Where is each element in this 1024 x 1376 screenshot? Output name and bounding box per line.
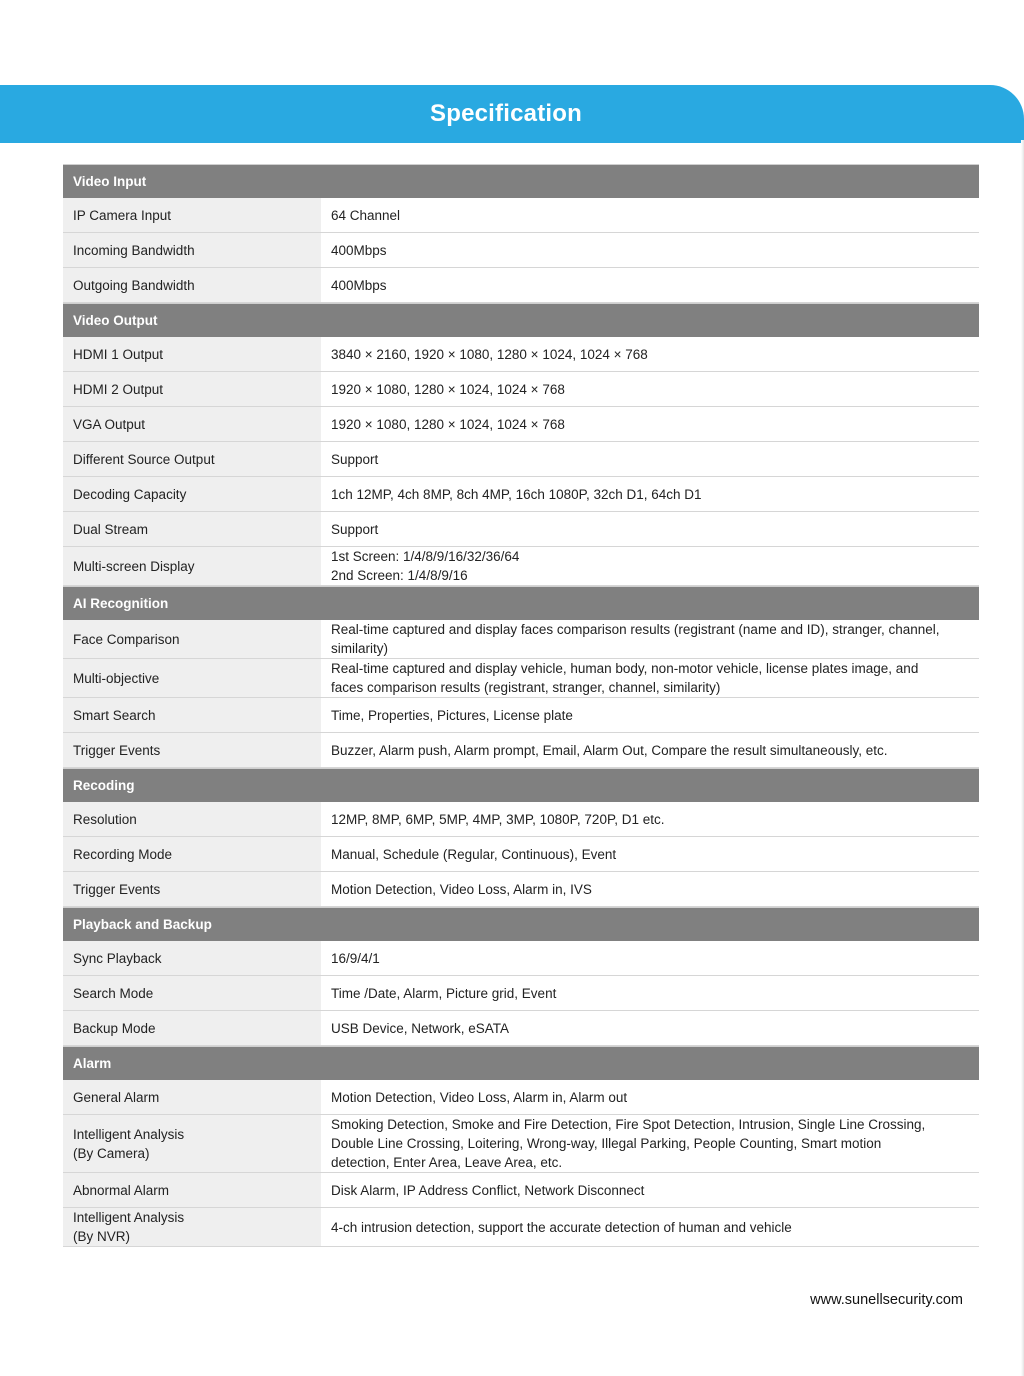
table-row bbox=[63, 620, 979, 659]
spec-value: 400Mbps bbox=[331, 242, 387, 258]
table-row bbox=[63, 547, 979, 586]
spec-label: Smart Search bbox=[63, 698, 321, 732]
section-header-video-input: Video Input bbox=[63, 164, 979, 198]
spec-value: 1920 × 1080, 1280 × 1024, 1024 × 768 bbox=[331, 416, 565, 432]
table-row bbox=[63, 1011, 979, 1046]
spec-label: Intelligent Analysis (By NVR) bbox=[63, 1208, 321, 1246]
table-row bbox=[63, 1173, 979, 1208]
spec-value: Smoking Detection, Smoke and Fire Detection, Fire Spot Detection, Intrusion, Single Line Crossing, Double Line Crossing, Loitering, Wrong-way, Illegal Parking, People Counting, Smart motion detection, Enter Area, Leave Area, etc. bbox=[331, 1117, 926, 1170]
table-row bbox=[63, 837, 979, 872]
table-row bbox=[63, 802, 979, 837]
spec-value: Real-time captured and display faces comparison results (registrant (name and ID), stranger, channel, similarity) bbox=[331, 622, 940, 656]
spec-value: 64 Channel bbox=[331, 207, 401, 223]
section-header-recording: Recoding bbox=[63, 768, 979, 802]
table-row bbox=[63, 872, 979, 907]
spec-value: Time, Properties, Pictures, License plate bbox=[331, 707, 573, 723]
spec-label: Resolution bbox=[63, 802, 321, 836]
spec-value: 1ch 12MP, 4ch 8MP, 8ch 4MP, 16ch 1080P, 32ch D1, 64ch D1 bbox=[331, 486, 702, 502]
table-row bbox=[63, 941, 979, 976]
spec-label: Intelligent Analysis (By Camera) bbox=[63, 1115, 321, 1172]
section-header-alarm: Alarm bbox=[63, 1046, 979, 1080]
spec-label: Backup Mode bbox=[63, 1011, 321, 1045]
spec-value: Support bbox=[331, 521, 379, 537]
section-header-playback-backup: Playback and Backup bbox=[63, 907, 979, 941]
table-row bbox=[63, 233, 979, 268]
spec-label: Different Source Output bbox=[63, 442, 321, 476]
section-header-ai-recognition: AI Recognition bbox=[63, 586, 979, 620]
table-row bbox=[63, 1208, 979, 1247]
spec-label: VGA Output bbox=[63, 407, 321, 441]
spec-label: Abnormal Alarm bbox=[63, 1173, 321, 1207]
spec-label: Outgoing Bandwidth bbox=[63, 268, 321, 302]
spec-value: Buzzer, Alarm push, Alarm prompt, Email, Alarm Out, Compare the result simultaneously, etc. bbox=[331, 742, 888, 758]
spec-label: General Alarm bbox=[63, 1080, 321, 1114]
spec-label: Face Comparison bbox=[63, 620, 321, 658]
spec-label: Dual Stream bbox=[63, 512, 321, 546]
spec-label: Recording Mode bbox=[63, 837, 321, 871]
spec-label: IP Camera Input bbox=[63, 198, 321, 232]
spec-value: Support bbox=[331, 451, 379, 467]
table-row bbox=[63, 268, 979, 303]
spec-value: Disk Alarm, IP Address Conflict, Network Disconnect bbox=[331, 1182, 645, 1198]
spec-label: Decoding Capacity bbox=[63, 477, 321, 511]
spec-value: Manual, Schedule (Regular, Continuous), Event bbox=[331, 846, 617, 862]
table-row bbox=[63, 1115, 979, 1173]
spec-label: Incoming Bandwidth bbox=[63, 233, 321, 267]
spec-value: 12MP, 8MP, 6MP, 5MP, 4MP, 3MP, 1080P, 720P, D1 etc. bbox=[331, 811, 665, 827]
spec-label: Sync Playback bbox=[63, 941, 321, 975]
spec-value: Time /Date, Alarm, Picture grid, Event bbox=[331, 985, 557, 1001]
table-row bbox=[63, 1080, 979, 1115]
table-row bbox=[63, 372, 979, 407]
table-row bbox=[63, 512, 979, 547]
table-row bbox=[63, 477, 979, 512]
specification-table bbox=[63, 164, 979, 1247]
spec-label: HDMI 1 Output bbox=[63, 337, 321, 371]
section-header-video-output: Video Output bbox=[63, 303, 979, 337]
spec-value: Motion Detection, Video Loss, Alarm in, Alarm out bbox=[331, 1089, 628, 1105]
table-row bbox=[63, 659, 979, 698]
table-row bbox=[63, 407, 979, 442]
spec-label: HDMI 2 Output bbox=[63, 372, 321, 406]
spec-value: 1st Screen: 1/4/8/9/16/32/36/64 2nd Screen: 1/4/8/9/16 bbox=[331, 549, 520, 583]
spec-label: Multi-screen Display bbox=[63, 547, 321, 585]
spec-value: USB Device, Network, eSATA bbox=[331, 1020, 510, 1036]
table-row bbox=[63, 733, 979, 768]
spec-value: Real-time captured and display vehicle, human body, non-motor vehicle, license plates image, and faces comparison results (registrant, stranger, channel, similarity) bbox=[331, 661, 919, 695]
table-row bbox=[63, 198, 979, 233]
spec-value: 4-ch intrusion detection, support the accurate detection of human and vehicle bbox=[331, 1219, 792, 1235]
spec-label: Multi-objective bbox=[63, 659, 321, 697]
website-url: www.sunellsecurity.com bbox=[810, 1292, 963, 1308]
table-row bbox=[63, 442, 979, 477]
spec-value: Motion Detection, Video Loss, Alarm in, IVS bbox=[331, 881, 592, 897]
spec-label: Search Mode bbox=[63, 976, 321, 1010]
spec-value: 16/9/4/1 bbox=[331, 950, 380, 966]
table-row bbox=[63, 698, 979, 733]
specification-banner bbox=[0, 85, 1024, 143]
spec-label: Trigger Events bbox=[63, 733, 321, 767]
spec-label: Trigger Events bbox=[63, 872, 321, 906]
spec-value: 400Mbps bbox=[331, 277, 387, 293]
table-row bbox=[63, 337, 979, 372]
table-row bbox=[63, 976, 979, 1011]
spec-value: 3840 × 2160, 1920 × 1080, 1280 × 1024, 1024 × 768 bbox=[331, 346, 648, 362]
page-title: Specification bbox=[430, 100, 582, 127]
spec-value: 1920 × 1080, 1280 × 1024, 1024 × 768 bbox=[331, 381, 565, 397]
